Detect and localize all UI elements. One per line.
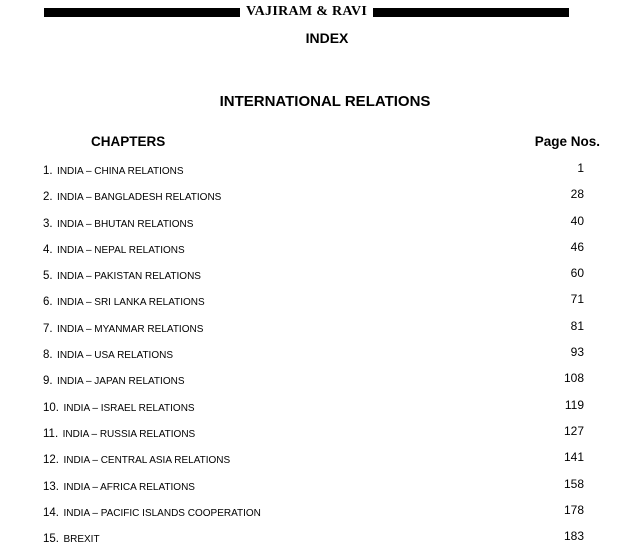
toc-entry-label — [43, 292, 205, 310]
toc-entry[interactable] — [43, 527, 590, 553]
toc-entry-label — [43, 319, 203, 337]
toc-entry-number: 12. — [43, 454, 59, 467]
toc-entry-number: 10. — [43, 401, 59, 414]
toc-entry-page-number: 108 — [563, 371, 584, 386]
toc-entry-label — [43, 345, 173, 363]
chapters-column-header: CHAPTERS — [91, 134, 166, 149]
toc-entry-page-number: 28 — [570, 187, 584, 202]
toc-entry-label — [43, 187, 221, 205]
toc-entry-label — [43, 161, 184, 179]
page-numbers-column-header: Page Nos. — [534, 134, 600, 149]
toc-entry-label — [43, 240, 185, 258]
toc-entry-title: INDIA – SRI LANKA RELATIONS — [57, 297, 205, 309]
toc-entry-title: BREXIT — [63, 534, 100, 546]
toc-entry-page-number: 71 — [570, 292, 584, 307]
toc-entry-number: 8. — [43, 349, 53, 362]
toc-entry-page-number: 93 — [570, 345, 584, 360]
toc-entry-title: INDIA – CENTRAL ASIA RELATIONS — [63, 455, 231, 467]
toc-entry[interactable] — [43, 159, 590, 185]
toc-entry-page-number: 127 — [563, 423, 584, 438]
toc-entry-label — [43, 450, 230, 468]
toc-entry-title: INDIA – RUSSIA RELATIONS — [62, 428, 196, 440]
toc-entry[interactable] — [43, 422, 590, 448]
toc-entry[interactable] — [43, 185, 590, 211]
toc-entry-label — [43, 398, 195, 416]
toc-entry-number: 11. — [43, 427, 59, 440]
toc-entry-page-number: 119 — [564, 397, 584, 412]
toc-entry[interactable] — [43, 343, 590, 369]
toc-entry-number: 15. — [43, 533, 59, 546]
toc-entry-label — [43, 424, 195, 442]
toc-entry-number: 1. — [43, 165, 53, 177]
toc-entry[interactable] — [43, 448, 590, 474]
toc-entry[interactable] — [43, 501, 590, 527]
toc-entry-page-number: 81 — [570, 318, 584, 333]
toc-entry[interactable] — [43, 369, 590, 395]
header-bar-right — [373, 8, 569, 17]
toc-entry[interactable] — [43, 290, 590, 316]
toc-entry-page-number: 40 — [570, 213, 584, 228]
toc-entry-number: 6. — [43, 296, 53, 309]
page-header — [44, 2, 610, 22]
toc-entry-title: INDIA – USA RELATIONS — [57, 350, 174, 362]
toc-entry-number: 4. — [43, 243, 53, 256]
index-title: INDEX — [305, 30, 349, 46]
toc-entry-page-number: 141 — [563, 450, 584, 465]
header-bar-left — [44, 8, 240, 17]
toc-entry[interactable] — [43, 475, 590, 501]
toc-entry-number: 13. — [43, 480, 59, 493]
table-of-contents — [43, 159, 590, 553]
toc-entry-title: INDIA – JAPAN RELATIONS — [57, 376, 185, 388]
toc-entry-title: INDIA – NEPAL RELATIONS — [57, 244, 185, 256]
toc-entry-number: 9. — [43, 375, 53, 388]
toc-entry-label — [43, 371, 185, 389]
toc-entry-title: INDIA – PACIFIC ISLANDS COOPERATION — [63, 507, 261, 519]
toc-entry-label — [43, 529, 100, 547]
toc-entry-number: 3. — [43, 217, 53, 230]
toc-entry-label — [43, 477, 195, 495]
header-brand: VAJIRAM & RAVI — [246, 4, 368, 19]
toc-entry-title: INDIA – CHINA RELATIONS — [57, 166, 184, 177]
toc-entry-title: INDIA – PAKISTAN RELATIONS — [57, 271, 201, 283]
toc-entry[interactable] — [43, 396, 590, 422]
toc-entry-label — [43, 266, 201, 284]
toc-entry-number: 7. — [43, 322, 53, 335]
toc-entry[interactable] — [43, 212, 590, 238]
toc-entry-title: INDIA – AFRICA RELATIONS — [63, 481, 195, 493]
toc-entry-label — [43, 214, 193, 232]
toc-entry-page-number: 60 — [570, 266, 584, 281]
toc-entry-page-number: 1 — [577, 161, 584, 175]
toc-entry-number: 5. — [43, 270, 53, 283]
toc-entry-page-number: 178 — [563, 502, 584, 517]
toc-entry[interactable] — [43, 238, 590, 264]
toc-entry-page-number: 183 — [563, 529, 584, 544]
toc-entry-page-number: 158 — [563, 476, 584, 491]
toc-entry-title: INDIA – BANGLADESH RELATIONS — [57, 192, 222, 204]
toc-entry-title: INDIA – MYANMAR RELATIONS — [57, 323, 204, 335]
toc-entry-title: INDIA – ISRAEL RELATIONS — [63, 402, 195, 414]
section-title: INTERNATIONAL RELATIONS — [219, 93, 431, 110]
toc-entry-number: 2. — [43, 191, 53, 204]
toc-entry[interactable] — [43, 264, 590, 290]
toc-entry-number: 14. — [43, 506, 59, 519]
toc-entry-title: INDIA – BHUTAN RELATIONS — [57, 218, 194, 230]
toc-entry-label — [43, 503, 261, 521]
toc-entry[interactable] — [43, 317, 590, 343]
toc-entry-page-number: 46 — [570, 239, 584, 254]
